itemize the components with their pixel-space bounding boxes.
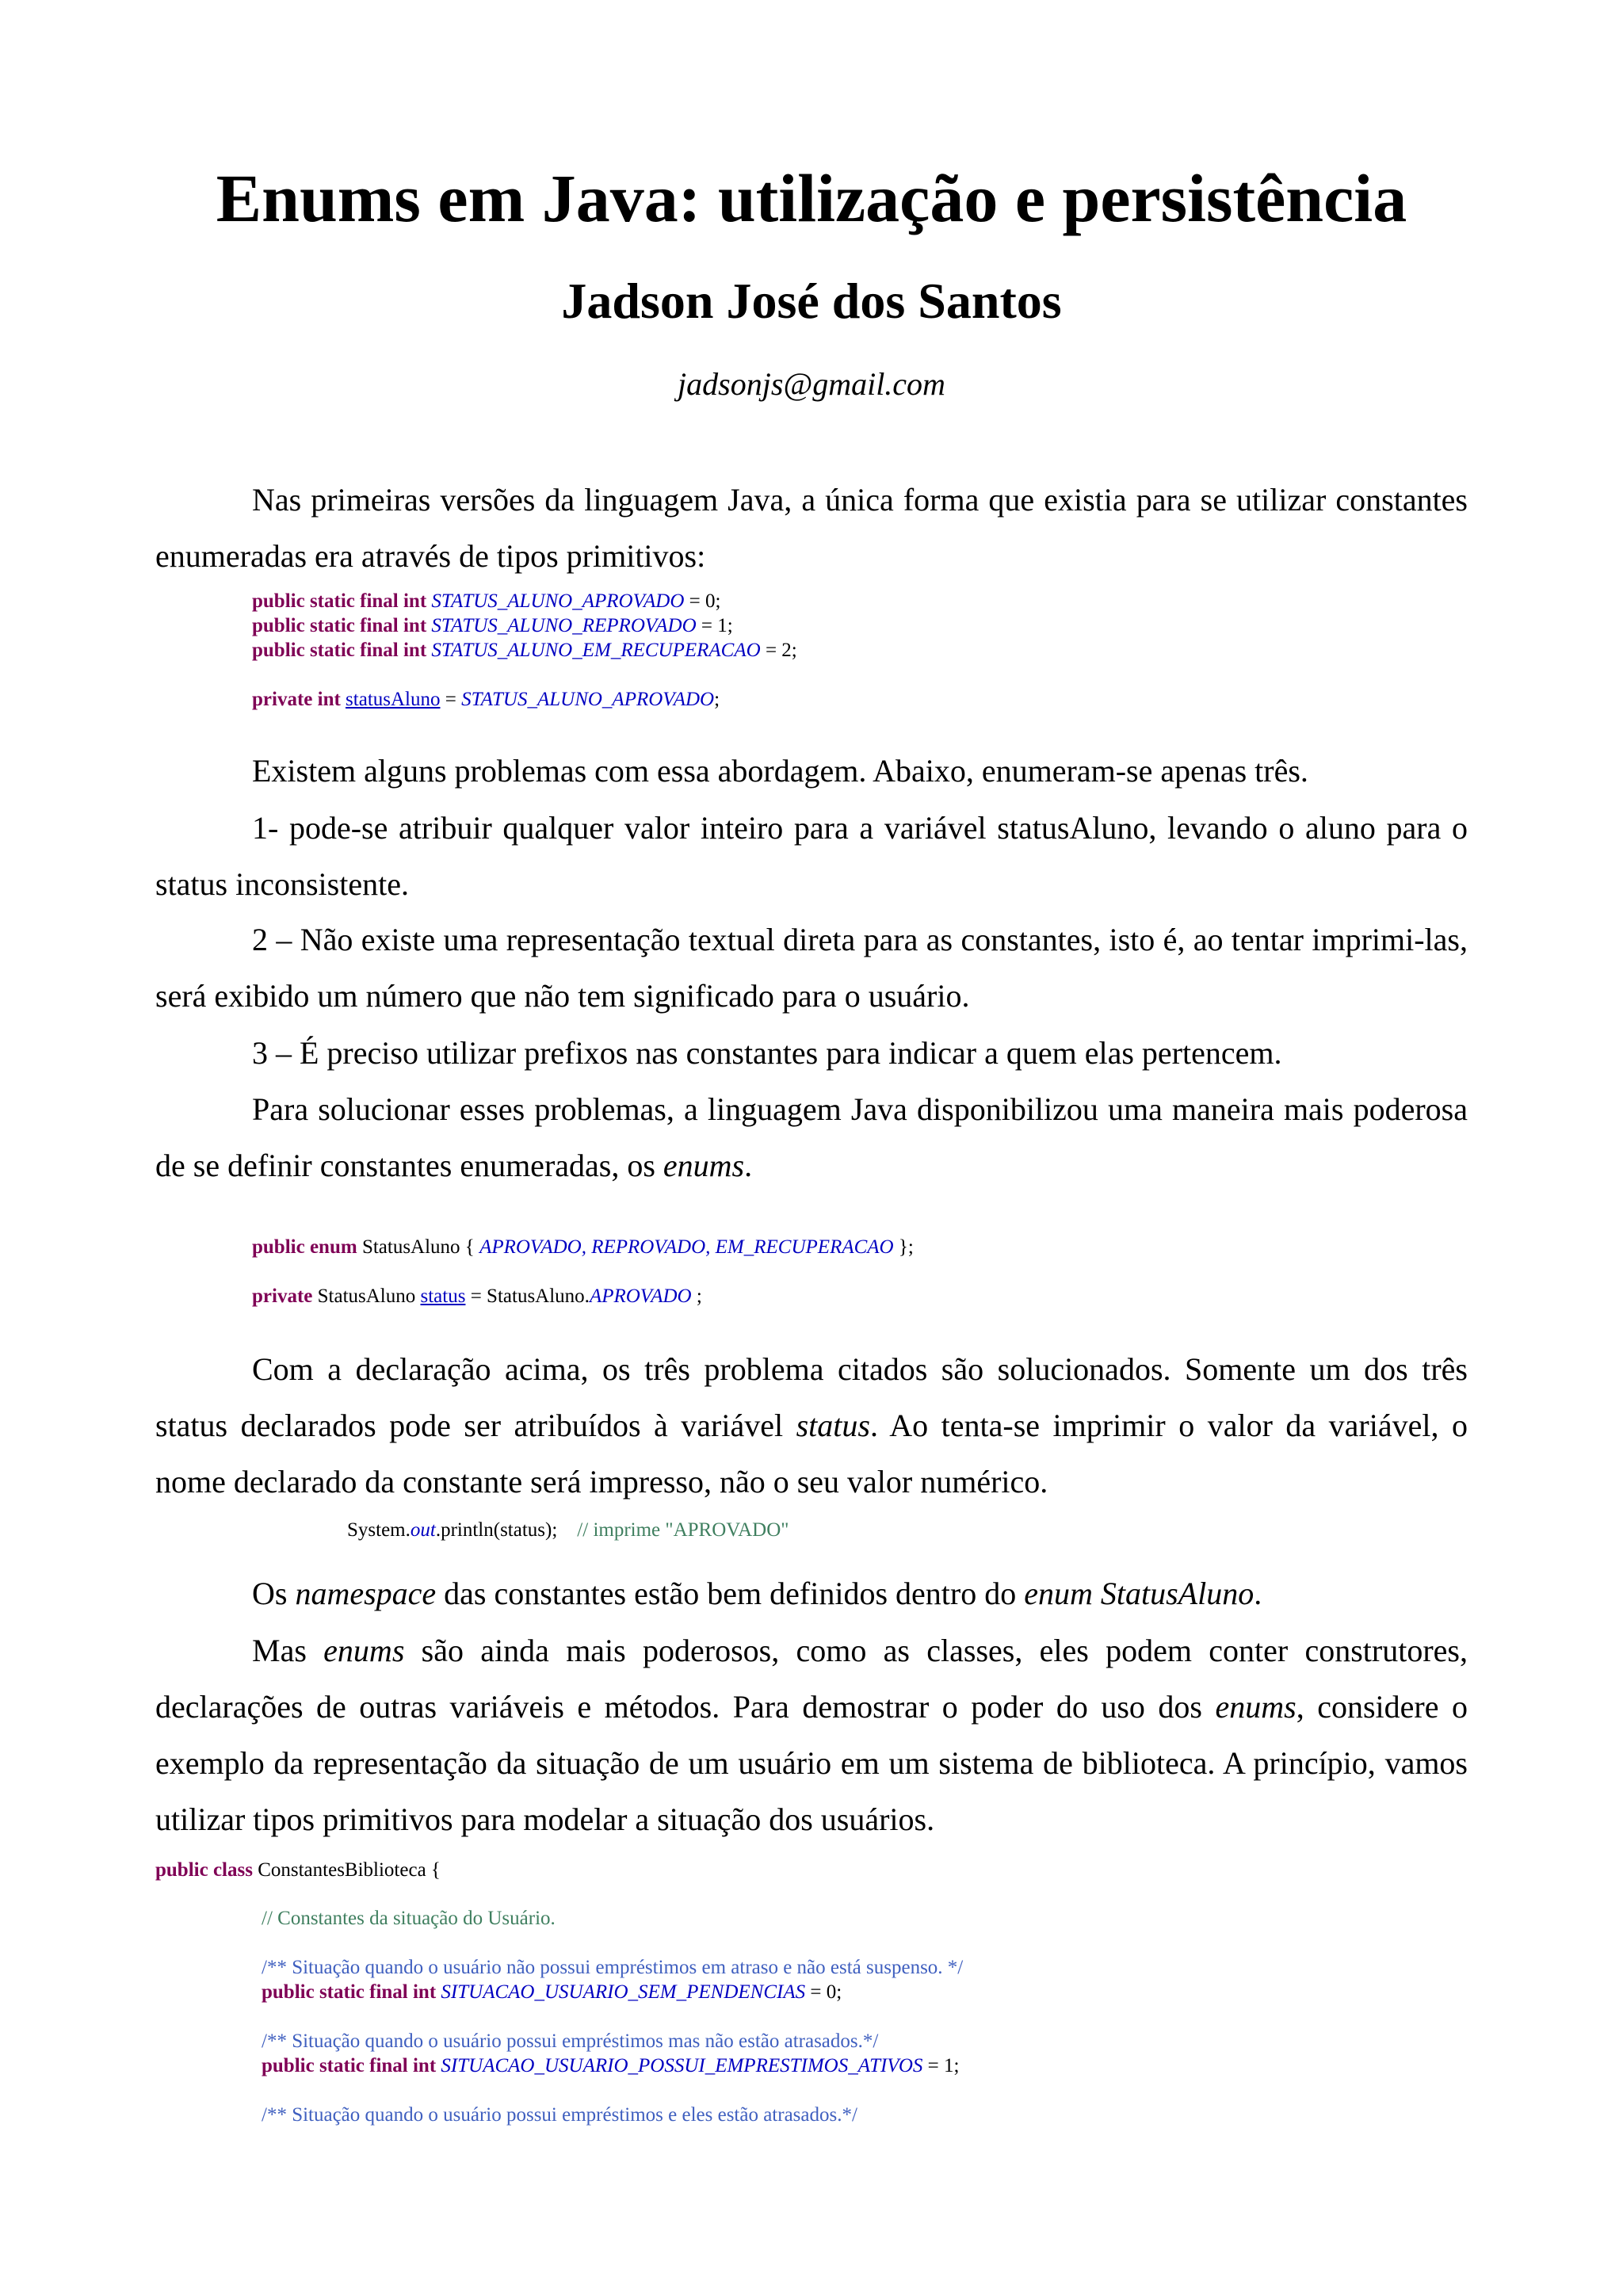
solution-emphasis: enums [663, 1148, 745, 1183]
code-constant: SITUACAO_USUARIO_SEM_PENDENCIAS [441, 1981, 806, 2003]
declaration-emphasis: status [796, 1408, 870, 1443]
code-line [252, 613, 797, 638]
code-text: System. [347, 1519, 411, 1541]
code-static-field: out [410, 1519, 436, 1541]
intro-paragraph: Nas primeiras versões da linguagem Java, a única forma que existia para se utilizar constantes enumeradas era através de tipos primitivos: [155, 482, 1468, 574]
code-constant: STATUS_ALUNO_APROVADO [461, 689, 715, 710]
code-line [252, 638, 797, 663]
declaration-text: Com a declaração acima, os três problema citados são solucionados. Somente um dos três status declarados pode ser atribuídos à variável [155, 1351, 1468, 1443]
code-class-header [155, 1858, 441, 1882]
code-keyword: public static final int [262, 1981, 437, 2003]
code-text: = [440, 689, 462, 710]
solution-end: . [744, 1148, 753, 1183]
namespace-paragraph [155, 1565, 1468, 1622]
code-constant: APROVADO [589, 1286, 692, 1307]
code-text: = 1; [922, 2055, 960, 2076]
powerful-emphasis: enums [323, 1633, 405, 1668]
namespace-text: das constantes estão bem definidos dentro do [436, 1576, 1025, 1611]
powerful-text: são ainda mais poderosos, como as classes, eles podem conter construtores, declarações de outras variáveis e métodos. Para demostrar o poder do uso dos [155, 1633, 1468, 1725]
namespace-emphasis: enum StatusAluno [1024, 1576, 1254, 1611]
code-line [252, 687, 797, 712]
author-email: jadsonjs@gmail.com [678, 366, 945, 402]
code-line [262, 2053, 963, 2078]
code-block-primitive-constants [252, 589, 797, 712]
powerful-text: , considere o exemplo da representação da situação de um usuário em um sistema de biblioteca. A princípio, vamos utilizar tipos primitivos para modelar a situação dos usuários. [155, 1689, 1468, 1837]
code-keyword: private int [252, 689, 341, 710]
code-constant: SITUACAO_USUARIO_POSSUI_EMPRESTIMOS_ATIVOS [441, 2055, 923, 2076]
code-line [262, 1980, 963, 2004]
code-keyword: public static final int [252, 590, 427, 612]
problems-lead: Existem alguns problemas com essa abordagem. Abaixo, enumeram-se apenas três. [252, 753, 1308, 789]
namespace-emphasis: namespace [295, 1576, 437, 1611]
code-block-enum [252, 1235, 914, 1308]
document-title: Enums em Java: utilização e persistência [216, 160, 1407, 236]
code-comment: // imprime "APROVADO" [577, 1519, 789, 1541]
problem-2: 2 – Não existe uma representação textual direta para as constantes, isto é, ao tentar imprimi-las, será exibido um número que não tem significado para o usuário. [155, 922, 1468, 1014]
code-text: = 0; [805, 1981, 842, 2003]
problem-1: 1- pode-se atribuir qualquer valor inteiro para a variável statusAluno, levando o aluno para o status inconsistente. [155, 810, 1468, 902]
code-constant: APROVADO, REPROVADO, EM_RECUPERACAO [479, 1236, 894, 1258]
code-keyword: public static final int [262, 2055, 437, 2076]
code-keyword: public class [155, 1859, 253, 1881]
powerful-paragraph [155, 1622, 1468, 1847]
problem-3: 3 – É preciso utilizar prefixos nas constantes para indicar a quem elas pertencem. [252, 1035, 1282, 1071]
code-line [252, 1284, 914, 1308]
code-line [252, 1235, 914, 1259]
code-block-library-constants [262, 1906, 963, 2127]
code-javadoc: /** Situação quando o usuário possui empréstimos e eles estão atrasados.*/ [262, 2104, 857, 2126]
declaration-end: . Ao tenta-se imprimir o valor da variável, o nome declarado da constante será impresso, não o seu valor numérico. [155, 1408, 1468, 1499]
code-text: = 0; [684, 590, 721, 612]
code-text: = 2; [760, 640, 797, 661]
code-keyword: public enum [252, 1236, 357, 1258]
code-javadoc: /** Situação quando o usuário não possui empréstimos em atraso e não está suspenso. */ [262, 1957, 964, 1978]
solution-text: Para solucionar esses problemas, a linguagem Java disponibilizou uma maneira mais poderosa de se definir constantes enumeradas, os [155, 1091, 1468, 1183]
code-keyword: public static final int [252, 615, 427, 636]
namespace-text: Os [252, 1576, 296, 1611]
code-constant: STATUS_ALUNO_EM_RECUPERACAO [431, 640, 761, 661]
code-text: = StatusAluno. [465, 1286, 590, 1307]
code-text: .println(status); [435, 1519, 578, 1541]
code-text: StatusAluno { [357, 1236, 480, 1258]
code-text: ConstantesBiblioteca { [252, 1859, 441, 1881]
powerful-text: Mas [252, 1633, 324, 1668]
code-constant: STATUS_ALUNO_REPROVADO [431, 615, 697, 636]
code-field: statusAluno [346, 689, 441, 710]
code-text: ; [691, 1286, 702, 1307]
code-text: StatusAluno [312, 1286, 421, 1307]
code-field: status [420, 1286, 466, 1307]
code-keyword: public static final int [252, 640, 427, 661]
namespace-end: . [1254, 1576, 1262, 1611]
code-keyword: private [252, 1286, 313, 1307]
declaration-paragraph [155, 1341, 1468, 1510]
code-text: }; [893, 1236, 914, 1258]
code-comment: // Constantes da situação do Usuário. [262, 1908, 556, 1929]
code-line [252, 589, 797, 613]
solution-paragraph [155, 1081, 1468, 1194]
code-javadoc: /** Situação quando o usuário possui empréstimos mas não estão atrasados.*/ [262, 2030, 879, 2052]
code-constant: STATUS_ALUNO_APROVADO [431, 590, 685, 612]
author-name: Jadson José dos Santos [561, 273, 1062, 329]
code-text: = 1; [696, 615, 733, 636]
code-block-println [347, 1518, 789, 1542]
code-text: ; [714, 689, 720, 710]
powerful-emphasis: enums [1215, 1689, 1296, 1725]
